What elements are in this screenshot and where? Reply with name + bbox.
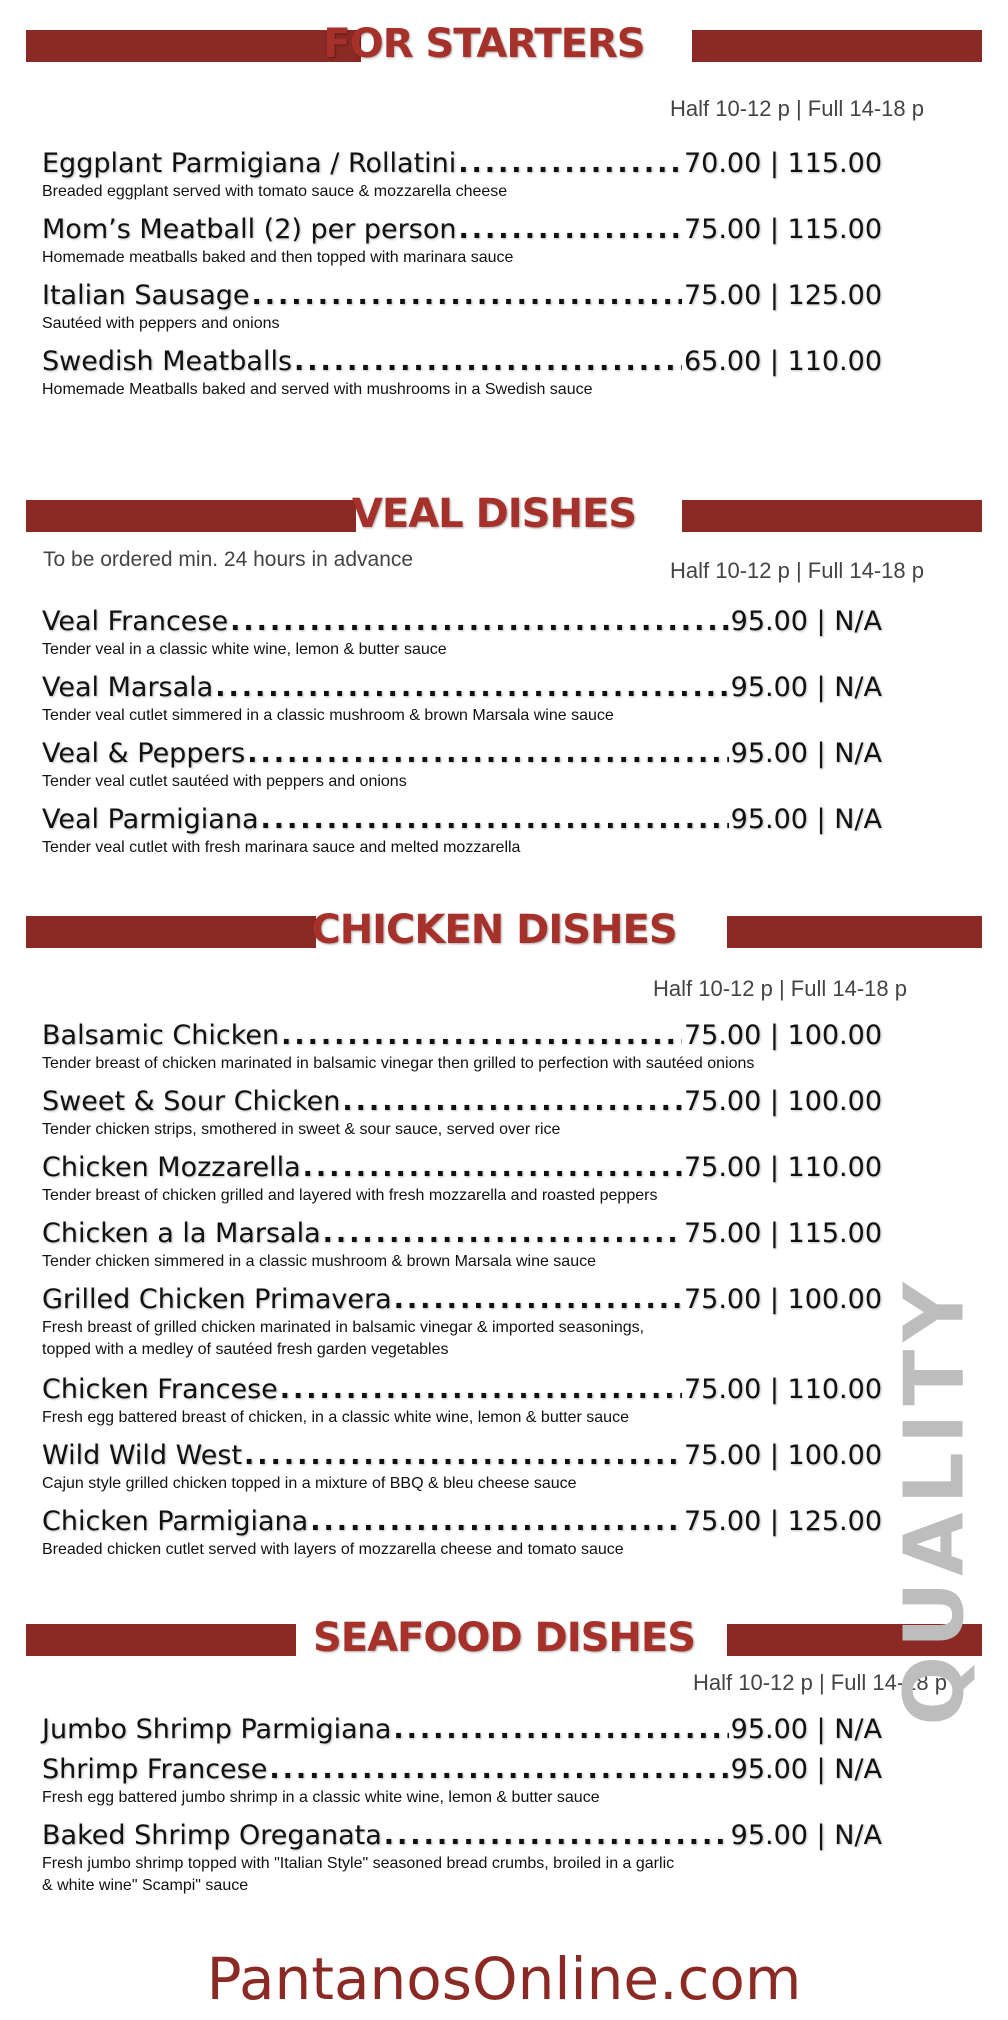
item-name: Sweet & Sour Chicken [42,1086,341,1117]
menu-item [42,1754,882,1809]
section-title: SEAFOOD DISHES [312,1615,696,1661]
item-price: 95.00 | N/A [730,1820,882,1851]
item-name: Balsamic Chicken [42,1020,280,1051]
section-title: FOR STARTERS [323,21,645,67]
item-price: 95.00 | N/A [730,606,882,637]
item-name: Swedish Meatballs [42,346,293,377]
item-description: Fresh jumbo shrimp topped with "Italian Style" seasoned bread crumbs, broiled in a garlic [42,1855,675,1872]
item-description: Sautéed with peppers and onions [42,315,280,332]
menu-item [42,1820,882,1897]
menu-item [42,1374,882,1429]
item-name: Grilled Chicken Primavera [42,1284,392,1315]
item-description: Tender chicken simmered in a classic mushroom & brown Marsala wine sauce [42,1253,596,1270]
item-description-line-2: & white wine" Scampi" sauce [42,1877,249,1894]
item-price: 95.00 | N/A [730,1714,882,1745]
item-description: Fresh egg battered jumbo shrimp in a classic white wine, lemon & butter sauce [42,1789,600,1806]
item-name: Shrimp Francese [42,1754,268,1785]
menu-item [42,738,882,793]
quality-watermark: QUALITY [887,1274,983,1726]
item-description: Tender breast of chicken grilled and layered with fresh mozzarella and roasted peppers [42,1187,658,1204]
price-header: Half 10-12 p | Full 14-18 p [670,96,924,121]
menu-item [42,346,882,401]
item-price: 75.00 | 115.00 [683,214,882,245]
order-note: To be ordered min. 24 hours in advance [43,548,414,571]
item-price: 75.00 | 110.00 [683,1374,882,1405]
menu-item [42,606,882,661]
item-name: Wild Wild West [42,1440,243,1471]
item-name: Veal & Peppers [42,738,246,769]
item-name: Veal Parmigiana [42,804,259,835]
item-price: 65.00 | 110.00 [683,346,882,377]
item-description: Tender veal cutlet with fresh marinara sauce and melted mozzarella [42,839,521,856]
item-name: Eggplant Parmigiana / Rollatini [42,148,457,179]
item-price: 75.00 | 125.00 [683,280,882,311]
item-name: Veal Francese [42,606,229,637]
item-description: Tender chicken strips, smothered in sweet & sour sauce, served over rice [42,1121,561,1138]
item-name: Mom’s Meatball (2) per person [42,214,457,245]
menu-item [42,1714,882,1745]
item-name: Veal Marsala [42,672,214,703]
section-title: VEAL DISHES [351,491,637,537]
menu-item [42,1284,882,1361]
item-description-line-2: topped with a medley of sautéed fresh garden vegetables [42,1341,449,1358]
item-description: Tender veal cutlet sautéed with peppers and onions [42,773,407,790]
item-description: Fresh breast of grilled chicken marinated in balsamic vinegar & imported seasonings, [42,1319,645,1336]
item-price: 75.00 | 100.00 [683,1440,882,1471]
menu-item [42,1506,882,1561]
menu-item [42,214,882,269]
menu-item [42,1440,882,1495]
item-price: 75.00 | 125.00 [683,1506,882,1537]
item-price: 75.00 | 110.00 [683,1152,882,1183]
item-name: Chicken a la Marsala [42,1218,321,1249]
item-price: 95.00 | N/A [730,738,882,769]
item-description: Cajun style grilled chicken topped in a mixture of BBQ & bleu cheese sauce [42,1475,577,1492]
item-name: Italian Sausage [42,280,250,311]
item-price: 75.00 | 100.00 [683,1086,882,1117]
section-banner [26,1614,982,1661]
menu-item [42,148,882,203]
item-description: Breaded eggplant served with tomato sauce & mozzarella cheese [42,183,508,200]
item-name: Chicken Francese [42,1374,278,1405]
menu-item [42,280,882,335]
menu-item [42,1152,882,1207]
item-name: Chicken Mozzarella [42,1152,301,1183]
item-description: Breaded chicken cutlet served with layers of mozzarella cheese and tomato sauce [42,1541,624,1558]
item-name: Jumbo Shrimp Parmigiana [42,1714,392,1745]
item-description: Homemade Meatballs baked and served with mushrooms in a Swedish sauce [42,381,593,398]
item-price: 75.00 | 115.00 [683,1218,882,1249]
item-description: Tender veal cutlet simmered in a classic mushroom & brown Marsala wine sauce [42,707,614,724]
item-price: 75.00 | 100.00 [683,1020,882,1051]
item-price: 70.00 | 115.00 [683,148,882,179]
menu-item [42,1086,882,1141]
item-description: Tender veal in a classic white wine, lemon & butter sauce [42,641,447,658]
item-name: Chicken Parmigiana [42,1506,309,1537]
section-banner [26,906,982,953]
item-description: Homemade meatballs baked and then topped with marinara sauce [42,249,514,266]
item-price: 95.00 | N/A [730,1754,882,1785]
item-description: Fresh egg battered breast of chicken, in a classic white wine, lemon & butter sauce [42,1409,629,1426]
menu-item [42,672,882,727]
item-price: 95.00 | N/A [730,672,882,703]
section-banner [26,490,982,537]
item-name: Baked Shrimp Oreganata [42,1820,382,1851]
price-header: Half 10-12 p | Full 14-18 p [670,558,924,583]
section-banner [26,20,982,67]
menu-item [42,1218,882,1273]
section-title: CHICKEN DISHES [311,907,677,953]
item-price: 95.00 | N/A [730,804,882,835]
item-price: 75.00 | 100.00 [683,1284,882,1315]
menu-item [42,804,882,859]
menu-item [42,1020,882,1075]
item-description: Tender breast of chicken marinated in balsamic vinegar then grilled to perfection with sautéed onions [42,1055,755,1072]
price-header: Half 10-12 p | Full 14-18 p [693,1670,947,1695]
price-header: Half 10-12 p | Full 14-18 p [653,976,907,1001]
website-footer[interactable]: PantanosOnline.com [206,1945,802,2013]
